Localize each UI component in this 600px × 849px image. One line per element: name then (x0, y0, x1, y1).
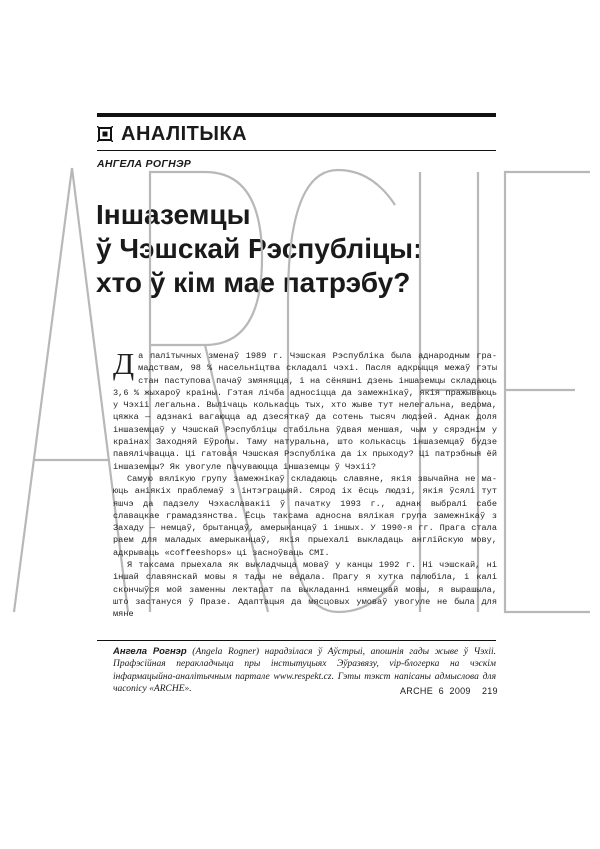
article-title (96, 198, 496, 300)
section-label: АНАЛІТЫКА (121, 122, 248, 145)
square-bullet-icon (97, 126, 113, 142)
title-line: хто ў кім мае патрэбу? (96, 267, 411, 298)
journal-issue: ARCHE 6 2009 (400, 686, 471, 696)
section-heading (97, 121, 247, 147)
article-body (113, 346, 497, 621)
bio-rule (97, 640, 496, 641)
paragraph: Я таксама прыехала як выкладчыца моваў у канцы 1992 г. Ні чэшскай, ні іншай славянскай мовы я тады не ведала. Прагу я хутка палюбіла, і калі скончыўся мой заменны лектарат па выкладанні нямецкай мовы, я вырашыла, што застануся ў Празе. Адаптацыя да мясцовых умоваў увогуле не была для мяне (113, 560, 497, 620)
paragraph-text: а палітычных зменаў 1989 г. Чэшская Рэспубліка была аднародным грамадствам, 98 % насельніцтва складалі чэхі. Пасля адкрыцця межаў гэты стан паступова пачаў змяняцца, і на сёняшні дзень іншаземцы складаюць 3,6 % жыхароў краіны. Гэтая лічба адносіцца да замежнікаў, якія пражываюць у Чэхіі легальна. Вылічаць колькасць тых, хто жыве тут нелегальна, ведома, цяжка — адзнакі вагаюцца ад дзесяткаў да сотень тысяч людзей. Аднак доля іншаземцаў у Чэшскай Рэспубліцы стабільна ўдвая меншая, чым у сярэднім у краінах Заходняй Еўропы. Таму натуральна, што колькасць іншаземцаў будзе павялічвацца. Ці гатовая Чэшская Рэспубліка да іх прыходу? Ці патрэбныя ёй іншаземцы? Як увогуле пачуваюцца іншаземцы ў Чэхіі? (113, 351, 497, 472)
drop-cap: Д (113, 346, 135, 381)
paragraph (113, 346, 497, 473)
paragraph: Самую вялікую групу замежнікаў складаюць славяне, якія звычайна не маюць аніякіх праблемаў з інтэграцыяй. Сярод іх ёсць людзі, якія ўсялі тут яшчэ да падзелу Чэхаславакіі ў пачатку 1993 г., аднак выбралі сабе славацкае грамадзянства. Ёсць таксама адносна вялікая група замежнікаў з Захаду — немцаў, брытанцаў, амерыканцаў і іншых. У 1990-я гг. Прага стала раем для маладых амерыканцаў, якія прыехалі выкладаць англійскую мову, адкрываць «coffeeshops» ці заснoўваць СМІ. (113, 473, 497, 558)
page-footer (400, 686, 497, 696)
author-name: АНГЕЛА РОГНЭР (97, 158, 192, 170)
section-rule (97, 150, 496, 151)
title-line: ў Чэшскай Рэспубліцы: (96, 233, 423, 264)
top-rule (97, 113, 496, 117)
bio-text: (Angela Rogner) нарадзілася ў Аўстрыі, апошнія гады жыве ў Чэхіі. Прафэсійная перакладчыца пры інстытуцыях Эўразвязу, vip-блогерка на чэскім інфармацыйна-аналітычным партале www.respekt.cz. Гэты тэкст напісаны адмыслова для часопісу «ARCHE». (113, 647, 496, 695)
page-number: 219 (481, 686, 498, 696)
bio-name: Ангела Рогнэр (113, 646, 187, 657)
title-line: Іншаземцы (96, 199, 251, 230)
